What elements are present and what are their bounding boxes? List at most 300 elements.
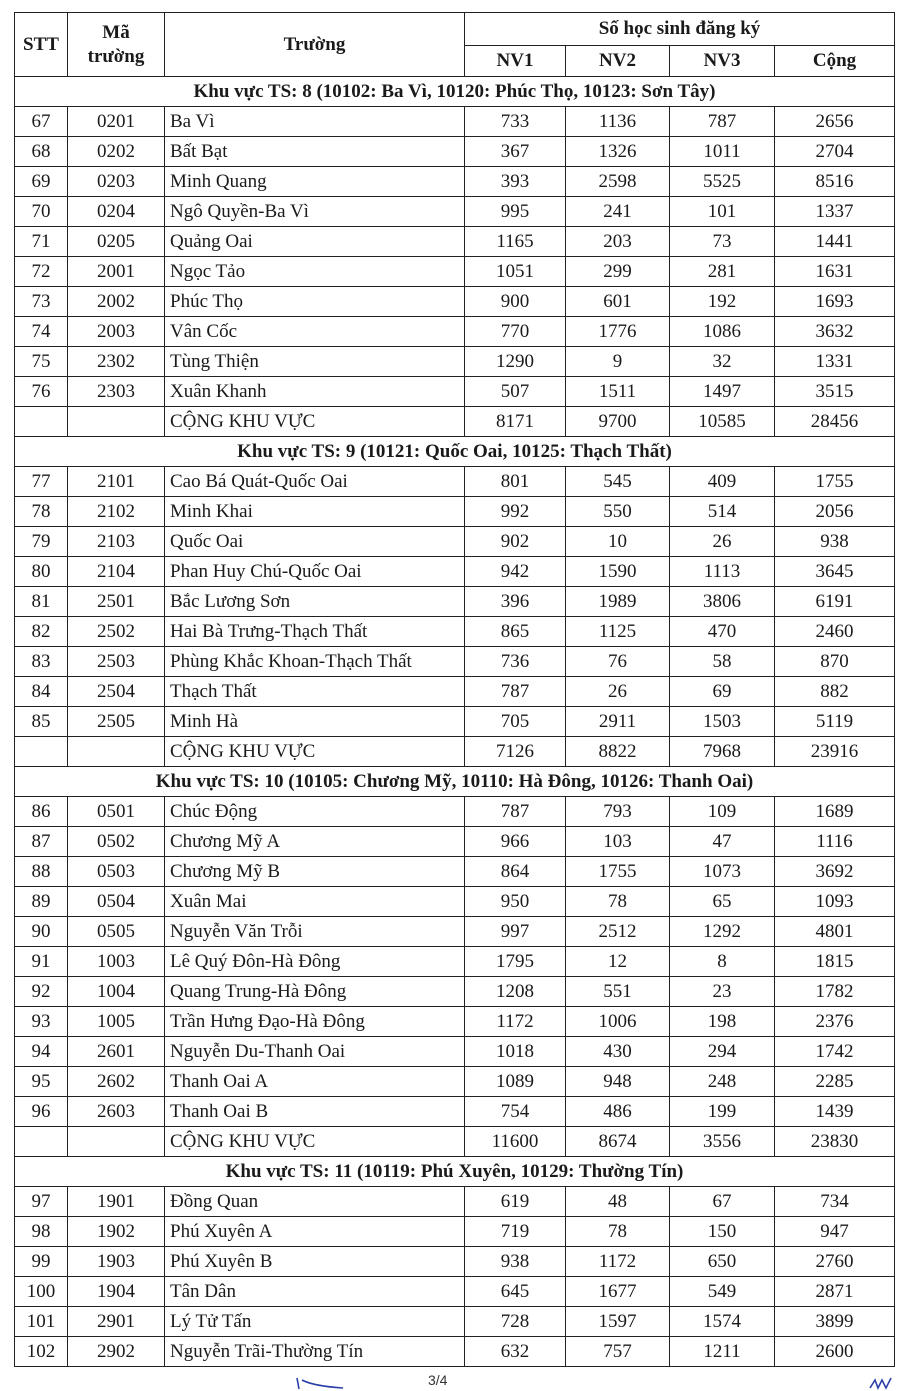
total-cell: 3632: [775, 317, 895, 347]
total-cell: 2600: [775, 1337, 895, 1367]
school-code-cell: 2502: [68, 617, 165, 647]
school-code-cell: 1004: [68, 977, 165, 1007]
nv1-cell: 787: [465, 797, 566, 827]
nv2-cell: 1597: [566, 1307, 670, 1337]
school-code-cell: 2302: [68, 347, 165, 377]
school-name-cell: Bất Bạt: [165, 137, 465, 167]
school-name-cell: Minh Quang: [165, 167, 465, 197]
nv2-cell: 299: [566, 257, 670, 287]
table-row: [15, 1217, 895, 1247]
nv2-cell: 76: [566, 647, 670, 677]
nv1-cell: 632: [465, 1337, 566, 1367]
nv1-cell: 736: [465, 647, 566, 677]
stt-cell: 87: [15, 827, 68, 857]
total-cell: 2656: [775, 107, 895, 137]
total-cell: 1815: [775, 947, 895, 977]
school-name-cell: Phan Huy Chú-Quốc Oai: [165, 557, 465, 587]
nv2-cell: 1677: [566, 1277, 670, 1307]
school-name-cell: Đồng Quan: [165, 1187, 465, 1217]
table-row: [15, 677, 895, 707]
nv3-cell: 1574: [670, 1307, 775, 1337]
stt-cell: 99: [15, 1247, 68, 1277]
table-row: [15, 887, 895, 917]
nv1-cell: 507: [465, 377, 566, 407]
school-code-cell: 2101: [68, 467, 165, 497]
school-code-cell: 0205: [68, 227, 165, 257]
empty-cell: [15, 737, 68, 767]
nv1-total: 8171: [465, 407, 566, 437]
region-total-row: [15, 407, 895, 437]
nv1-cell: 754: [465, 1097, 566, 1127]
school-name-cell: Quảng Oai: [165, 227, 465, 257]
total-cell: 4801: [775, 917, 895, 947]
nv3-cell: 101: [670, 197, 775, 227]
region-header-row: [15, 767, 895, 797]
table-row: [15, 947, 895, 977]
school-name-cell: Quốc Oai: [165, 527, 465, 557]
nv2-cell: 793: [566, 797, 670, 827]
nv3-total: 7968: [670, 737, 775, 767]
school-name-cell: Thanh Oai B: [165, 1097, 465, 1127]
table-row: [15, 1277, 895, 1307]
school-code-cell: 1902: [68, 1217, 165, 1247]
stt-cell: 79: [15, 527, 68, 557]
nv2-cell: 48: [566, 1187, 670, 1217]
total-cell: 2285: [775, 1067, 895, 1097]
header-nv3: NV3: [670, 46, 775, 77]
table-row: [15, 977, 895, 1007]
total-cell: 6191: [775, 587, 895, 617]
nv2-cell: 551: [566, 977, 670, 1007]
stt-cell: 85: [15, 707, 68, 737]
nv1-cell: 966: [465, 827, 566, 857]
region-title: Khu vực TS: 8 (10102: Ba Vì, 10120: Phúc Thọ, 10123: Sơn Tây): [15, 77, 895, 107]
nv3-cell: 409: [670, 467, 775, 497]
school-code-cell: 2102: [68, 497, 165, 527]
header-nv1: NV1: [465, 46, 566, 77]
school-code-cell: 2104: [68, 557, 165, 587]
table-row: [15, 347, 895, 377]
nv2-cell: 10: [566, 527, 670, 557]
nv1-cell: 770: [465, 317, 566, 347]
school-name-cell: Ngọc Tảo: [165, 257, 465, 287]
stt-cell: 78: [15, 497, 68, 527]
nv3-cell: 1503: [670, 707, 775, 737]
nv1-cell: 995: [465, 197, 566, 227]
nv2-cell: 757: [566, 1337, 670, 1367]
school-name-cell: Tân Dân: [165, 1277, 465, 1307]
nv1-cell: 733: [465, 107, 566, 137]
table-row: [15, 497, 895, 527]
total-cell: 2760: [775, 1247, 895, 1277]
region-title: Khu vực TS: 10 (10105: Chương Mỹ, 10110: Hà Đông, 10126: Thanh Oai): [15, 767, 895, 797]
stt-cell: 82: [15, 617, 68, 647]
total-cell: 1439: [775, 1097, 895, 1127]
stt-cell: 68: [15, 137, 68, 167]
nv2-cell: 241: [566, 197, 670, 227]
region-header-row: [15, 77, 895, 107]
nv1-cell: 1051: [465, 257, 566, 287]
school-code-cell: 2303: [68, 377, 165, 407]
stt-cell: 76: [15, 377, 68, 407]
total-cell: 1116: [775, 827, 895, 857]
stt-cell: 69: [15, 167, 68, 197]
nv3-cell: 294: [670, 1037, 775, 1067]
school-name-cell: Phú Xuyên A: [165, 1217, 465, 1247]
total-cell: 882: [775, 677, 895, 707]
school-name-cell: Thạch Thất: [165, 677, 465, 707]
nv3-cell: 514: [670, 497, 775, 527]
nv3-cell: 470: [670, 617, 775, 647]
table-row: [15, 137, 895, 167]
total-cell: 2871: [775, 1277, 895, 1307]
nv3-cell: 199: [670, 1097, 775, 1127]
school-code-cell: 0501: [68, 797, 165, 827]
school-code-cell: 1003: [68, 947, 165, 977]
stt-cell: 80: [15, 557, 68, 587]
nv3-cell: 1497: [670, 377, 775, 407]
nv2-cell: 1989: [566, 587, 670, 617]
nv1-cell: 1208: [465, 977, 566, 1007]
nv3-cell: 650: [670, 1247, 775, 1277]
table-row: [15, 197, 895, 227]
school-name-cell: Chương Mỹ B: [165, 857, 465, 887]
nv3-total: 10585: [670, 407, 775, 437]
nv1-cell: 1165: [465, 227, 566, 257]
nv3-cell: 1073: [670, 857, 775, 887]
total-cell: 1331: [775, 347, 895, 377]
nv1-cell: 992: [465, 497, 566, 527]
nv2-cell: 601: [566, 287, 670, 317]
header-cong: Cộng: [775, 46, 895, 77]
school-code-cell: 2503: [68, 647, 165, 677]
total-cell: 5119: [775, 707, 895, 737]
region-title: Khu vực TS: 9 (10121: Quốc Oai, 10125: Thạch Thất): [15, 437, 895, 467]
total-cell: 1693: [775, 287, 895, 317]
nv2-cell: 203: [566, 227, 670, 257]
nv1-cell: 865: [465, 617, 566, 647]
nv2-cell: 78: [566, 887, 670, 917]
nv2-cell: 948: [566, 1067, 670, 1097]
school-name-cell: Nguyễn Văn Trỗi: [165, 917, 465, 947]
table-row: [15, 1067, 895, 1097]
stt-cell: 83: [15, 647, 68, 677]
nv1-cell: 1089: [465, 1067, 566, 1097]
school-name-cell: Cao Bá Quát-Quốc Oai: [165, 467, 465, 497]
nv3-cell: 1086: [670, 317, 775, 347]
table-row: [15, 797, 895, 827]
stt-cell: 84: [15, 677, 68, 707]
nv2-cell: 430: [566, 1037, 670, 1067]
stt-cell: 101: [15, 1307, 68, 1337]
school-code-cell: 2505: [68, 707, 165, 737]
nv2-cell: 486: [566, 1097, 670, 1127]
school-code-cell: 2901: [68, 1307, 165, 1337]
nv1-cell: 864: [465, 857, 566, 887]
total-cell: 947: [775, 1217, 895, 1247]
nv1-cell: 801: [465, 467, 566, 497]
grand-total: 23916: [775, 737, 895, 767]
total-label: CỘNG KHU VỰC: [165, 1127, 465, 1157]
table-row: [15, 1097, 895, 1127]
nv1-cell: 997: [465, 917, 566, 947]
school-code-cell: 0204: [68, 197, 165, 227]
total-cell: 3692: [775, 857, 895, 887]
school-name-cell: Minh Hà: [165, 707, 465, 737]
nv2-cell: 1776: [566, 317, 670, 347]
nv1-cell: 900: [465, 287, 566, 317]
nv2-cell: 1125: [566, 617, 670, 647]
nv1-cell: 645: [465, 1277, 566, 1307]
school-name-cell: Quang Trung-Hà Đông: [165, 977, 465, 1007]
nv2-cell: 2911: [566, 707, 670, 737]
total-cell: 2460: [775, 617, 895, 647]
school-code-cell: 0502: [68, 827, 165, 857]
stt-cell: 70: [15, 197, 68, 227]
nv2-cell: 545: [566, 467, 670, 497]
nv1-cell: 728: [465, 1307, 566, 1337]
nv3-cell: 1113: [670, 557, 775, 587]
table-row: [15, 377, 895, 407]
header-row: [15, 13, 895, 46]
nv3-cell: 58: [670, 647, 775, 677]
stt-cell: 93: [15, 1007, 68, 1037]
stt-cell: 75: [15, 347, 68, 377]
school-code-cell: 2603: [68, 1097, 165, 1127]
table-row: [15, 107, 895, 137]
nv1-cell: 367: [465, 137, 566, 167]
nv3-cell: 65: [670, 887, 775, 917]
stt-cell: 89: [15, 887, 68, 917]
nv3-cell: 198: [670, 1007, 775, 1037]
nv2-total: 8822: [566, 737, 670, 767]
nv3-cell: 1292: [670, 917, 775, 947]
nv1-cell: 719: [465, 1217, 566, 1247]
school-code-cell: 2602: [68, 1067, 165, 1097]
header-so-hoc-sinh: Số học sinh đăng ký: [465, 13, 895, 46]
school-code-cell: 2001: [68, 257, 165, 287]
school-name-cell: Minh Khai: [165, 497, 465, 527]
header-ma-truong: Mã trường: [68, 13, 165, 77]
header-nv2: NV2: [566, 46, 670, 77]
stt-cell: 71: [15, 227, 68, 257]
total-cell: 1337: [775, 197, 895, 227]
header-stt: STT: [15, 13, 68, 77]
empty-cell: [15, 407, 68, 437]
total-cell: 870: [775, 647, 895, 677]
nv3-cell: 69: [670, 677, 775, 707]
nv2-cell: 1755: [566, 857, 670, 887]
empty-cell: [68, 737, 165, 767]
nv3-cell: 23: [670, 977, 775, 1007]
school-name-cell: Hai Bà Trưng-Thạch Thất: [165, 617, 465, 647]
school-name-cell: Nguyễn Du-Thanh Oai: [165, 1037, 465, 1067]
region-total-row: [15, 737, 895, 767]
table-row: [15, 617, 895, 647]
school-code-cell: 2504: [68, 677, 165, 707]
nv1-cell: 787: [465, 677, 566, 707]
total-cell: 3645: [775, 557, 895, 587]
nv3-total: 3556: [670, 1127, 775, 1157]
total-cell: 1742: [775, 1037, 895, 1067]
nv2-cell: 26: [566, 677, 670, 707]
empty-cell: [68, 1127, 165, 1157]
nv3-cell: 281: [670, 257, 775, 287]
nv1-cell: 942: [465, 557, 566, 587]
total-cell: 2704: [775, 137, 895, 167]
table-row: [15, 317, 895, 347]
header-truong: Trường: [165, 13, 465, 77]
school-name-cell: Vân Cốc: [165, 317, 465, 347]
table-row: [15, 1247, 895, 1277]
nv1-cell: 1172: [465, 1007, 566, 1037]
school-name-cell: Bắc Lương Sơn: [165, 587, 465, 617]
nv3-cell: 248: [670, 1067, 775, 1097]
nv1-cell: 1290: [465, 347, 566, 377]
nv2-cell: 2598: [566, 167, 670, 197]
school-name-cell: Phùng Khắc Khoan-Thạch Thất: [165, 647, 465, 677]
total-label: CỘNG KHU VỰC: [165, 407, 465, 437]
school-code-cell: 0201: [68, 107, 165, 137]
school-name-cell: Lê Quý Đôn-Hà Đông: [165, 947, 465, 977]
school-code-cell: 1005: [68, 1007, 165, 1037]
total-cell: 734: [775, 1187, 895, 1217]
total-cell: 2376: [775, 1007, 895, 1037]
school-name-cell: Chương Mỹ A: [165, 827, 465, 857]
nv1-cell: 393: [465, 167, 566, 197]
nv2-cell: 2512: [566, 917, 670, 947]
school-code-cell: 1903: [68, 1247, 165, 1277]
school-code-cell: 2501: [68, 587, 165, 617]
table-row: [15, 1187, 895, 1217]
nv2-total: 8674: [566, 1127, 670, 1157]
stt-cell: 88: [15, 857, 68, 887]
page-footer: [0, 1372, 900, 1391]
nv3-cell: 26: [670, 527, 775, 557]
stt-cell: 95: [15, 1067, 68, 1097]
table-row: [15, 1037, 895, 1067]
school-name-cell: Chúc Động: [165, 797, 465, 827]
region-title: Khu vực TS: 11 (10119: Phú Xuyên, 10129: Thường Tín): [15, 1157, 895, 1187]
table-row: [15, 527, 895, 557]
table-row: [15, 1337, 895, 1367]
total-cell: 1631: [775, 257, 895, 287]
school-name-cell: Phú Xuyên B: [165, 1247, 465, 1277]
total-cell: 2056: [775, 497, 895, 527]
total-label: CỘNG KHU VỰC: [165, 737, 465, 767]
table-body: [15, 77, 895, 1367]
nv3-cell: 8: [670, 947, 775, 977]
school-name-cell: Xuân Mai: [165, 887, 465, 917]
stt-cell: 81: [15, 587, 68, 617]
school-code-cell: 2003: [68, 317, 165, 347]
total-cell: 1093: [775, 887, 895, 917]
school-code-cell: 0505: [68, 917, 165, 947]
total-cell: 8516: [775, 167, 895, 197]
stt-cell: 102: [15, 1337, 68, 1367]
stt-cell: 100: [15, 1277, 68, 1307]
school-name-cell: Ba Vì: [165, 107, 465, 137]
total-cell: 3899: [775, 1307, 895, 1337]
table-row: [15, 1007, 895, 1037]
registration-table: [14, 12, 895, 1367]
grand-total: 23830: [775, 1127, 895, 1157]
nv1-cell: 396: [465, 587, 566, 617]
stt-cell: 94: [15, 1037, 68, 1067]
nv1-cell: 705: [465, 707, 566, 737]
nv1-cell: 950: [465, 887, 566, 917]
nv2-cell: 103: [566, 827, 670, 857]
nv1-cell: 938: [465, 1247, 566, 1277]
total-cell: 1441: [775, 227, 895, 257]
nv3-cell: 109: [670, 797, 775, 827]
stt-cell: 74: [15, 317, 68, 347]
table-row: [15, 557, 895, 587]
initials-signature-icon: [293, 1376, 353, 1391]
stt-cell: 96: [15, 1097, 68, 1127]
stt-cell: 86: [15, 797, 68, 827]
school-name-cell: Xuân Khanh: [165, 377, 465, 407]
school-name-cell: Lý Tử Tấn: [165, 1307, 465, 1337]
nv3-cell: 73: [670, 227, 775, 257]
stt-cell: 91: [15, 947, 68, 977]
region-total-row: [15, 1127, 895, 1157]
school-code-cell: 2601: [68, 1037, 165, 1067]
school-name-cell: Trần Hưng Đạo-Hà Đông: [165, 1007, 465, 1037]
table-row: [15, 827, 895, 857]
nv1-cell: 619: [465, 1187, 566, 1217]
nv3-cell: 1211: [670, 1337, 775, 1367]
total-cell: 1782: [775, 977, 895, 1007]
school-name-cell: Nguyễn Trãi-Thường Tín: [165, 1337, 465, 1367]
nv1-cell: 1018: [465, 1037, 566, 1067]
nv2-cell: 12: [566, 947, 670, 977]
nv3-cell: 67: [670, 1187, 775, 1217]
empty-cell: [68, 407, 165, 437]
school-code-cell: 2103: [68, 527, 165, 557]
nv2-cell: 1172: [566, 1247, 670, 1277]
nv2-cell: 1590: [566, 557, 670, 587]
table-row: [15, 467, 895, 497]
stt-cell: 98: [15, 1217, 68, 1247]
table-row: [15, 647, 895, 677]
nv1-total: 7126: [465, 737, 566, 767]
nv3-cell: 549: [670, 1277, 775, 1307]
corner-signature-icon: [868, 1376, 894, 1391]
stt-cell: 72: [15, 257, 68, 287]
grand-total: 28456: [775, 407, 895, 437]
nv2-cell: 1136: [566, 107, 670, 137]
nv2-cell: 1511: [566, 377, 670, 407]
school-code-cell: 2902: [68, 1337, 165, 1367]
school-code-cell: 1901: [68, 1187, 165, 1217]
stt-cell: 67: [15, 107, 68, 137]
nv3-cell: 3806: [670, 587, 775, 617]
total-cell: 1755: [775, 467, 895, 497]
stt-cell: 92: [15, 977, 68, 1007]
nv2-cell: 1006: [566, 1007, 670, 1037]
registration-sheet: [14, 12, 894, 1367]
school-code-cell: 0503: [68, 857, 165, 887]
nv1-total: 11600: [465, 1127, 566, 1157]
region-header-row: [15, 1157, 895, 1187]
school-name-cell: Ngô Quyền-Ba Vì: [165, 197, 465, 227]
school-code-cell: 2002: [68, 287, 165, 317]
nv2-cell: 550: [566, 497, 670, 527]
stt-cell: 77: [15, 467, 68, 497]
school-code-cell: 1904: [68, 1277, 165, 1307]
table-row: [15, 707, 895, 737]
